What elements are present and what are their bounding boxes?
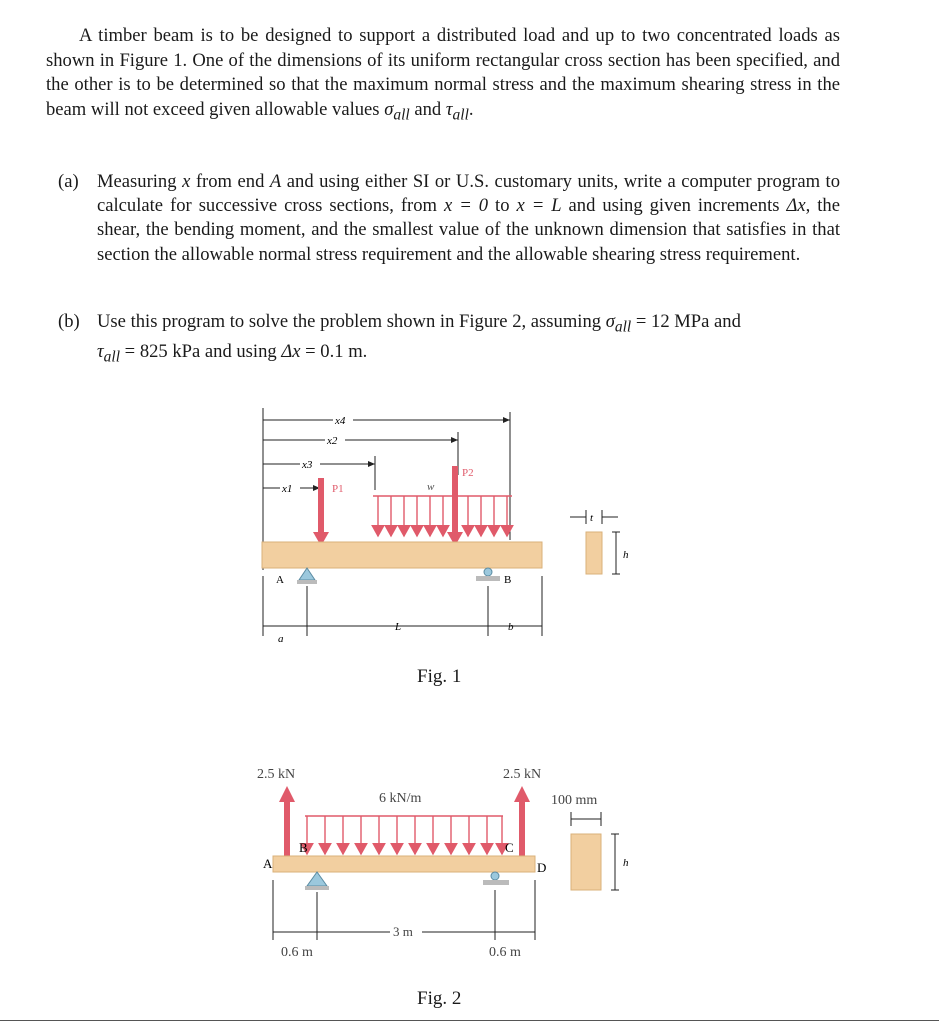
- support-b: [484, 568, 492, 576]
- period: .: [468, 98, 474, 120]
- right-overhang-label: 0.6 m: [489, 945, 521, 960]
- beam: [262, 542, 542, 568]
- sigma-symbol: σ: [384, 98, 394, 120]
- label-C2: C: [505, 840, 514, 855]
- right-load-label: 2.5 kN: [503, 767, 542, 782]
- text: to: [488, 195, 517, 217]
- sub-all: all: [614, 318, 632, 336]
- label-b: b: [508, 621, 514, 633]
- text: and using given increments: [561, 195, 787, 217]
- x2-label: x2: [327, 435, 338, 447]
- label-D2: D: [537, 860, 547, 875]
- label-B: B: [504, 574, 512, 586]
- label-t: t: [590, 512, 594, 524]
- label-A: A: [276, 574, 284, 586]
- text: from end: [190, 171, 270, 192]
- text: Measuring: [97, 171, 183, 192]
- sub-all: all: [393, 106, 410, 124]
- width-label: 100 mm: [551, 793, 598, 808]
- part-a-label: (a): [58, 171, 79, 192]
- figure-1-caption: Fig. 1: [417, 666, 462, 687]
- part-b-body: [97, 310, 840, 370]
- left-overhang-label: 0.6 m: [281, 945, 313, 960]
- part-a-body: [97, 170, 840, 267]
- label-A2: A: [263, 856, 273, 871]
- figure-1-diagram: [240, 400, 660, 660]
- intro-paragraph: [46, 24, 840, 128]
- span-label: 3 m: [393, 924, 413, 939]
- tau-symbol: τ: [97, 340, 104, 362]
- support-a: [299, 568, 315, 580]
- label-a: a: [278, 633, 284, 645]
- label-L: L: [395, 621, 402, 633]
- support-b2: [307, 872, 327, 886]
- sigma-symbol: σ: [605, 311, 615, 332]
- bottom-dimensions: [263, 576, 542, 636]
- label-B2: B: [299, 840, 308, 855]
- page-bottom-rule: [0, 1020, 939, 1021]
- figure-2-diagram: [245, 760, 645, 970]
- math-x: x: [182, 171, 191, 192]
- reaction-arrow-a: [284, 798, 290, 856]
- cross-section-1: [586, 532, 602, 574]
- math-A: A: [269, 171, 282, 192]
- label-h: h: [623, 549, 629, 561]
- distributed-load-arrows: [305, 816, 503, 854]
- x1-label: x1: [282, 483, 293, 495]
- text: Use this program to solve the problem shown in Figure 2, assuming: [97, 311, 606, 332]
- x4-label: x4: [335, 415, 346, 427]
- sigma-value: = 12 MPa and: [631, 311, 741, 332]
- math-dx: Δx: [281, 340, 301, 362]
- left-load-label: 2.5 kN: [257, 767, 296, 782]
- sub-all: all: [103, 348, 121, 366]
- math-dx: Δx: [786, 195, 806, 217]
- part-b-label: (b): [58, 311, 80, 332]
- tau-symbol: τ: [445, 98, 453, 120]
- figure-2-caption: Fig. 2: [417, 988, 462, 1009]
- beam-2: [273, 856, 535, 872]
- distributed-load-label: 6 kN/m: [379, 791, 422, 806]
- cross-section-2: [571, 834, 601, 890]
- intro-text: A timber beam is to be designed to support a distributed load and up to two concentrated loads as shown in Figure 1. One of the dimensions of its uniform rectangular cross section has been specified, and the other is to be determined so that the maximum normal stress and the maximum shearing stress in the beam will not exceed given allowable values: [46, 25, 840, 120]
- tau-value: = 825 kPa and using: [120, 340, 282, 362]
- p1-arrow: [318, 478, 324, 536]
- distributed-load: [373, 496, 512, 536]
- and-text: and: [409, 98, 446, 120]
- support-c2: [491, 872, 499, 880]
- part-b: [58, 310, 840, 370]
- dx-value: = 0.1 m.: [300, 340, 368, 362]
- text: and using either SI or U.S. customary units, write a computer program to calculate for successive cross sections, from: [97, 171, 841, 217]
- sub-all: all: [452, 106, 469, 124]
- p2-arrow: [452, 466, 458, 536]
- text: , the shear, the bending moment, and the smallest value of the unknown dimension that satisfies in that section the allowable normal stress requirement and the allowable shearing stress requirement.: [97, 195, 840, 265]
- p1-label: P1: [332, 483, 344, 495]
- label-h2: h: [623, 857, 629, 869]
- math-xL: x = L: [516, 195, 562, 217]
- math-x0: x = 0: [443, 195, 489, 217]
- reaction-arrow-d: [519, 798, 525, 856]
- w-label: w: [427, 481, 435, 493]
- part-a: [58, 170, 840, 267]
- p2-label: P2: [462, 467, 474, 479]
- x3-label: x3: [302, 459, 313, 471]
